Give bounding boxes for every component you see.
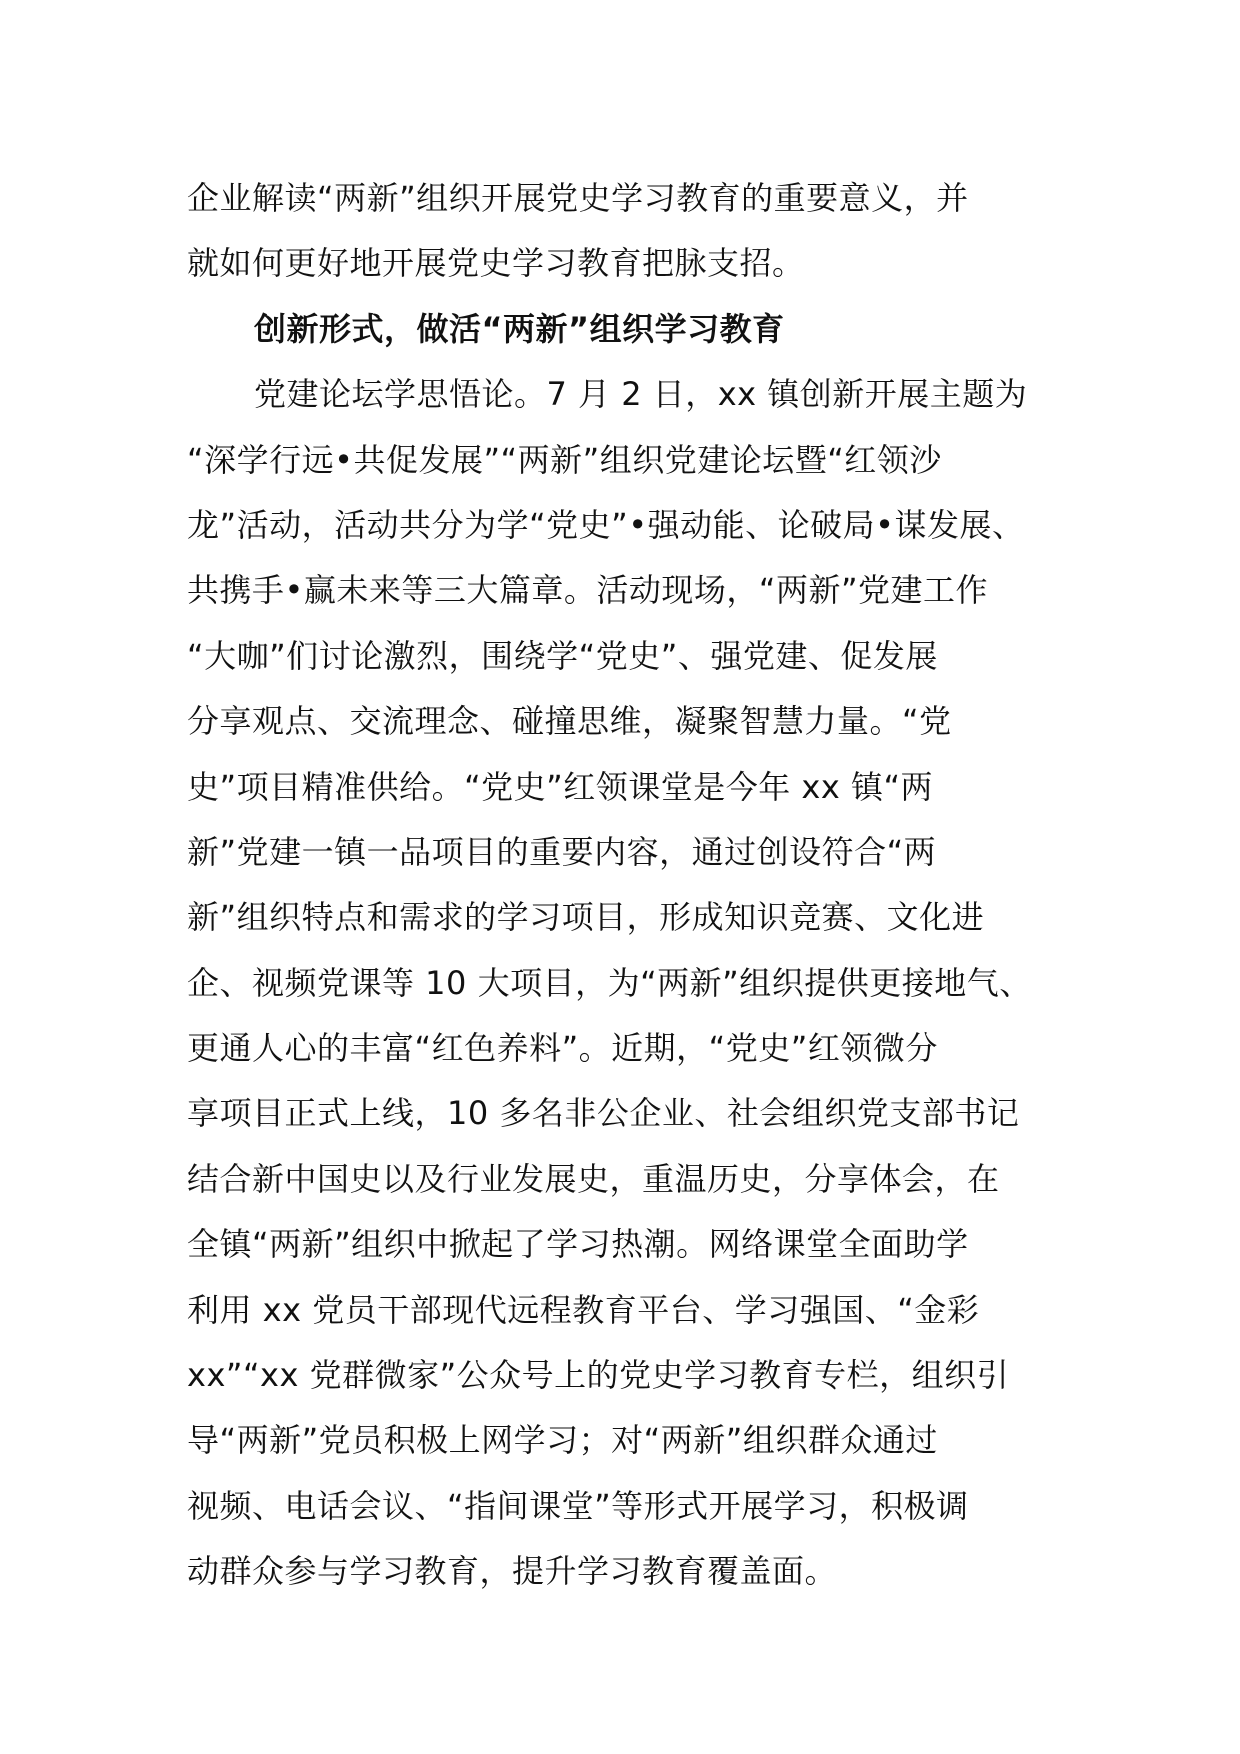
body-text-line: 全镇“两新”组织中掀起了学习热潮。网络课堂全面助学 (187, 1225, 969, 1264)
body-text-line: 享项目正式上线，10 多名非公企业、社会组织党支部书记 (187, 1094, 1020, 1133)
body-text-line: 龙”活动，活动共分为学“党史”•强动能、论破局•谋发展、 (187, 505, 1025, 544)
body-text-line: 更通人心的丰富“红色养料”。近期，“党史”红领微分 (187, 1029, 938, 1068)
body-text-line: 动群众参与学习教育，提升学习教育覆盖面。 (187, 1552, 838, 1591)
body-text-line: 视频、电话会议、“指间课堂”等形式开展学习，积极调 (187, 1486, 969, 1525)
body-text-line: xx”“xx 党群微家”公众号上的党史学习教育专栏，组织引 (187, 1356, 1010, 1395)
body-text-line: “深学行远•共促发展”“两新”组织党建论坛暨“红领沙 (187, 440, 942, 479)
body-text-line: 企业解读“两新”组织开展党史学习教育的重要意义，并 (187, 179, 969, 217)
body-text-line: 分享观点、交流理念、碰撞思维，凝聚智慧力量。“党 (187, 702, 952, 741)
body-text-line: 新”党建一镇一品项目的重要内容，通过创设符合“两 (187, 832, 937, 871)
document-body (187, 166, 1067, 1605)
body-text-line: 史”项目精准供给。“党史”红领课堂是今年 xx 镇“两 (187, 767, 934, 806)
body-text-line: 导“两新”党员积极上网学习；对“两新”组织群众通过 (187, 1421, 938, 1460)
body-text-line: “大咖”们讨论激烈，围绕学“党史”、强党建、促发展 (187, 636, 938, 675)
body-text-line: 利用 xx 党员干部现代远程教育平台、学习强国、“金彩 (187, 1290, 980, 1329)
body-text-line: 就如何更好地开展党史学习教育把脉支招。 (187, 244, 805, 283)
body-text-line: 企、视频党课等 10 大项目，为“两新”组织提供更接地气、 (187, 963, 1032, 1002)
body-text-line: 结合新中国史以及行业发展史，重温历史，分享体会，在 (187, 1159, 1000, 1198)
body-text-line: 共携手•赢未来等三大篇章。活动现场，“两新”党建工作 (187, 571, 989, 610)
section-heading: 创新形式，做活“两新”组织学习教育 (254, 309, 785, 348)
paragraph-first-line: 党建论坛学思悟论。7 月 2 日，xx 镇创新开展主题为 (254, 375, 1028, 414)
body-text-line: 新”组织特点和需求的学习项目，形成知识竞赛、文化进 (187, 898, 985, 937)
